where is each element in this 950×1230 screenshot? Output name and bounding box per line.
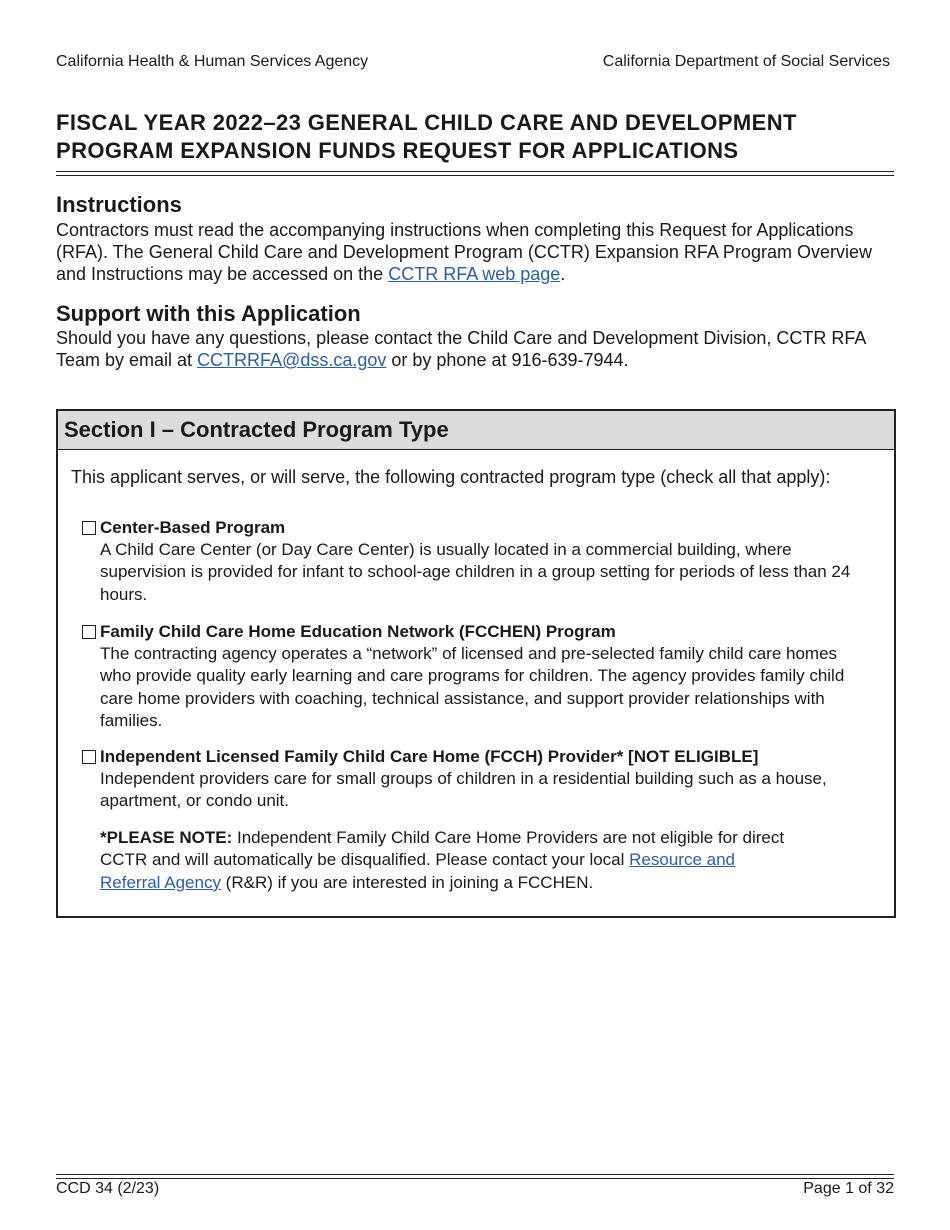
- center-based-checkbox[interactable]: [82, 521, 96, 535]
- section-heading: Section I – Contracted Program Type: [58, 411, 894, 450]
- instructions-heading: Instructions: [56, 192, 182, 217]
- form-id: CCD 34 (2/23): [56, 1180, 160, 1197]
- resource-referral-agency-link[interactable]: Resource and Referral Agency: [100, 850, 735, 892]
- support-text: [56, 327, 894, 371]
- title-divider: [56, 171, 894, 176]
- support-body: Should you have any questions, please contact the Child Care and Development Division, CCTR RFA Team by email at: [56, 328, 866, 370]
- support-heading: Support with this Application: [56, 301, 361, 326]
- page-number: Page 1 of 32: [803, 1180, 894, 1197]
- support-email-link[interactable]: CCTRRFA@dss.ca.gov: [197, 350, 387, 370]
- support-phone-text: or by phone at 916-639-7944.: [386, 350, 629, 370]
- please-note: [100, 827, 800, 894]
- page-header: [56, 53, 890, 71]
- page-footer: [56, 1180, 894, 1198]
- agency-name: California Health & Human Services Agency: [56, 53, 369, 70]
- fcch-provider-checkbox[interactable]: [82, 750, 96, 764]
- option-fcch-provider: [82, 746, 872, 813]
- note-label: *PLEASE NOTE:: [100, 828, 233, 847]
- option-label: Independent Licensed Family Child Care Home (FCCH) Provider* [NOT ELIGIBLE]: [100, 747, 759, 766]
- instructions-end: .: [560, 264, 566, 284]
- section-intro: This applicant serves, or will serve, the following contracted program type (check all that apply):: [71, 467, 831, 487]
- instructions-text: [56, 219, 894, 285]
- note-text: Independent Family Child Care Home Providers are not eligible for direct CCTR and will automatically be disqualified. Please contact your local: [100, 828, 785, 870]
- footer-divider: [56, 1174, 894, 1179]
- option-fcchen: [82, 621, 872, 732]
- option-label: Center-Based Program: [100, 518, 286, 537]
- option-description: The contracting agency operates a “network” of licensed and pre-selected family child care homes who provide quality early learning and care programs for children. The agency provides family child care home providers with coaching, technical assistance, and support provider relationships with families.: [100, 644, 845, 730]
- option-description: Independent providers care for small groups of children in a residential building such as a house, apartment, or condo unit.: [100, 769, 827, 811]
- fcchen-checkbox[interactable]: [82, 625, 96, 639]
- option-description: A Child Care Center (or Day Care Center) is usually located in a commercial building, where supervision is provided for infant to school-age children in a group setting for periods of less than 24 hours.: [100, 540, 851, 604]
- option-label: Family Child Care Home Education Network (FCCHEN) Program: [100, 622, 616, 641]
- note-end: (R&R) if you are interested in joining a FCCHEN.: [220, 872, 594, 892]
- option-center-based: [82, 517, 872, 606]
- section-contracted-program-type: [56, 409, 896, 918]
- cctr-rfa-web-page-link[interactable]: CCTR RFA web page: [388, 264, 561, 284]
- instructions-body: Contractors must read the accompanying instructions when completing this Request for Applications (RFA). The General Child Care and Development Program (CCTR) Expansion RFA Program Overview and Instructions may be accessed on the: [56, 220, 872, 284]
- title-line-2: PROGRAM EXPANSION FUNDS REQUEST FOR APPLICATIONS: [56, 138, 739, 163]
- document-title: [56, 109, 894, 165]
- title-line-1: FISCAL YEAR 2022–23 GENERAL CHILD CARE AND DEVELOPMENT: [56, 110, 797, 135]
- department-name: California Department of Social Services: [602, 53, 890, 70]
